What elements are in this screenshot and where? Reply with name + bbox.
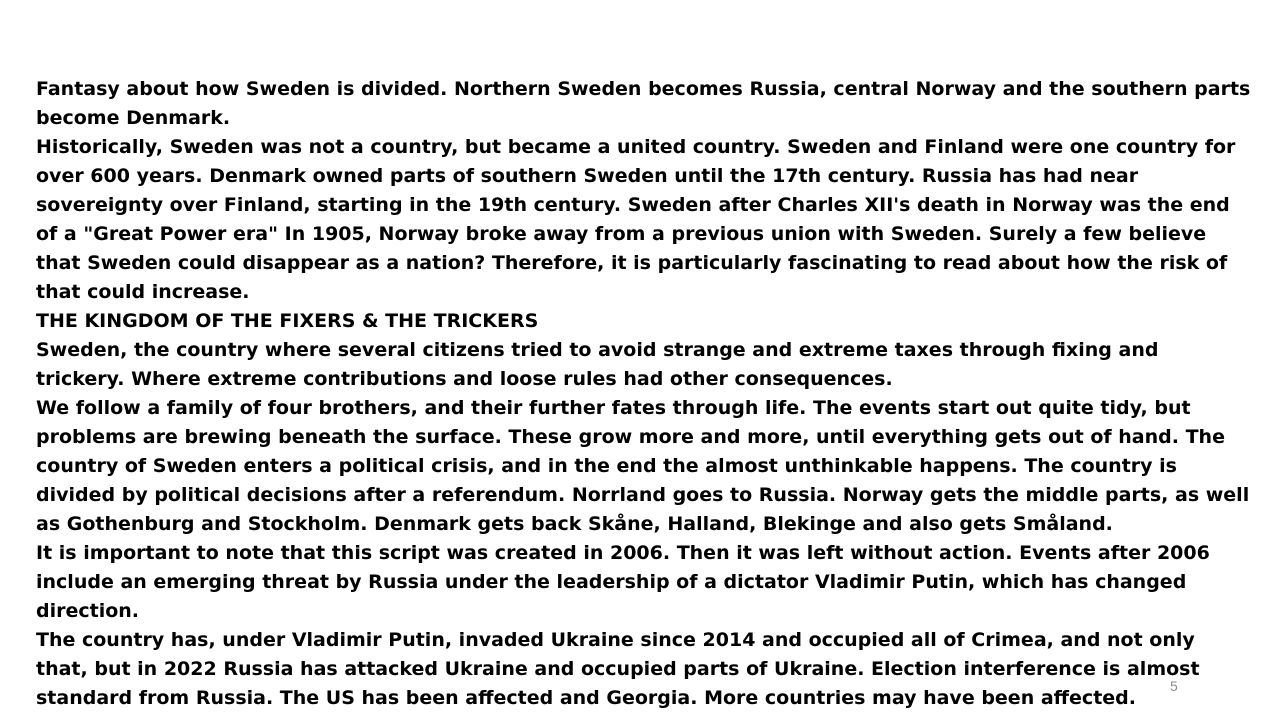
paragraph-taxes: Sweden, the country where several citizens tried to avoid strange and extreme taxes through fixing and trickery. Where extreme contributions and loose rules had other consequences. <box>36 339 1159 390</box>
slide-body-text <box>36 75 1251 713</box>
paragraph-intro: Fantasy about how Sweden is divided. Northern Sweden becomes Russia, central Norway and the southern parts become Denmark. <box>36 78 1251 129</box>
section-heading: THE KINGDOM OF THE FIXERS & THE TRICKERS <box>36 310 539 332</box>
paragraph-history: Historically, Sweden was not a country, but became a united country. Sweden and Finland were one country for over 600 years. Denmark owned parts of southern Sweden until the 17th century. Russia has had near sovereignty over Finland, starting in the 19th century. Sweden after Charles XII's death in Norway was the end of a "Great Power era" In 1905, Norway broke away from a previous union with Sweden. Surely a few believe that Sweden could disappear as a nation? Therefore, it is particularly fascinating to read about how the risk of that could increase. <box>36 136 1236 303</box>
page-number: 5 <box>1170 678 1178 694</box>
paragraph-story: We follow a family of four brothers, and their further fates through life. The events start out quite tidy, but problems are brewing beneath the surface. These grow more and more, until everything gets out of hand. The country of Sweden enters a political crisis, and in the end the almost unthinkable happens. The country is divided by political decisions after a referendum. Norrland goes to Russia. Norway gets the middle parts, as well as Gothenburg and Stockholm. Denmark gets back Skåne, Halland, Blekinge and also gets Småland. <box>36 397 1250 535</box>
paragraph-script-note: It is important to note that this script was created in 2006. Then it was left without action. Events after 2006 include an emerging threat by Russia under the leadership of a dictator Vladimir Putin, which has changed direction. <box>36 542 1210 622</box>
paragraph-russia: The country has, under Vladimir Putin, invaded Ukraine since 2014 and occupied all of Crimea, and not only that, but in 2022 Russia has attacked Ukraine and occupied parts of Ukraine. Election interference is almost standard from Russia. The US has been affected and Georgia. More countries may have been affected. <box>36 629 1200 709</box>
